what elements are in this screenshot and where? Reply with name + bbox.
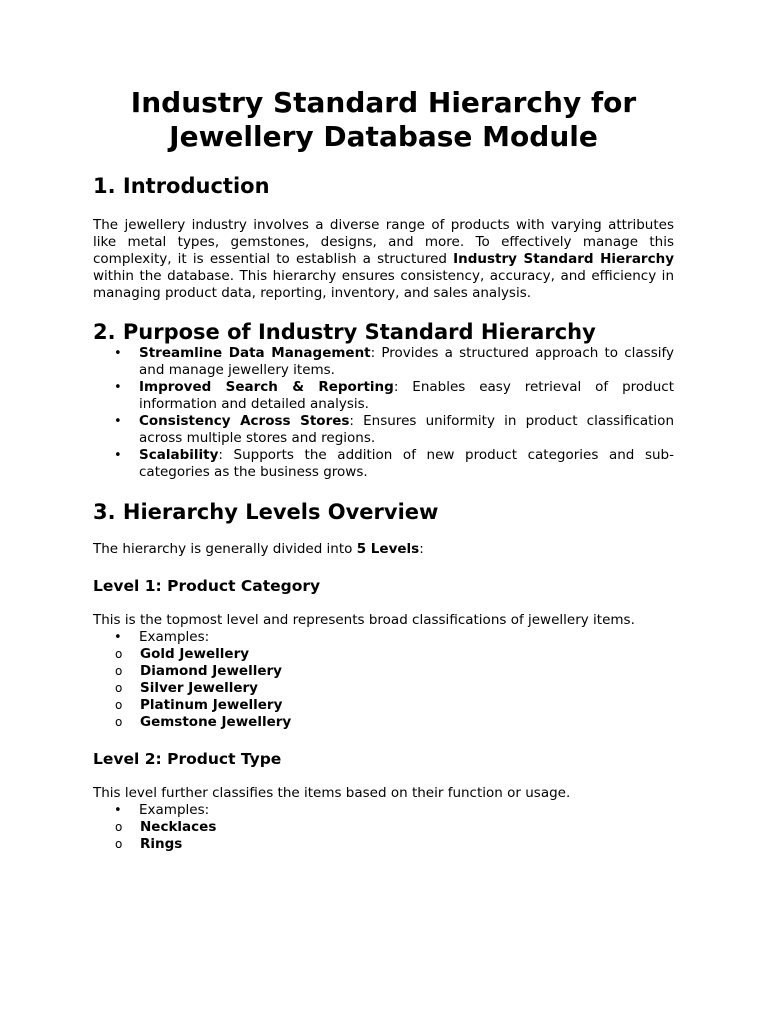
levels-count: 5 Levels [356,541,420,557]
intro-bold-term: Industry Standard Hierarchy [453,251,674,267]
level-1-examples-sublist [93,646,674,731]
purpose-term: Improved Search & Reporting [139,379,394,395]
purpose-term: Scalability [139,447,219,463]
levels-intro-paragraph [93,541,674,558]
purpose-desc: : Provides a structured approach to classify and manage jewellery items. [139,345,674,378]
list-item [93,802,674,819]
examples-label: Examples: [139,629,210,645]
levels-intro-colon: : [419,541,424,557]
list-item [93,379,674,413]
purpose-desc: : Ensures uniformity in product classification across multiple stores and regions. [139,413,674,446]
list-item [93,413,674,447]
document-content [93,86,674,853]
document-title: Industry Standard Hierarchy for Jewellery Database Module [130,86,637,153]
heading-purpose: 2. Purpose of Industry Standard Hierarchy [93,320,596,344]
level-1-description: This is the topmost level and represents broad classifications of jewellery items. [93,612,635,628]
purpose-term: Streamline Data Management [139,345,371,361]
heading-level-2: Level 2: Product Type [93,750,282,768]
list-item: o Gemstone Jewellery [93,714,674,731]
level-2-examples-sublist [93,819,674,853]
purpose-list [93,345,674,481]
list-item: o Necklaces [93,819,674,836]
intro-text-part-2: within the database. This hierarchy ensures consistency, accuracy, and efficiency in managing product data, reporting, inventory, and sales analysis. [93,268,674,301]
heading-level-1: Level 1: Product Category [93,577,321,595]
list-item [93,447,674,481]
list-item: o Silver Jewellery [93,680,674,697]
level-1-examples-list [93,629,674,646]
list-item: o Rings [93,836,674,853]
purpose-desc: : Enables easy retrieval of product information and detailed analysis. [139,379,674,412]
levels-intro-text: The hierarchy is generally divided into [93,541,357,557]
list-item [93,345,674,379]
purpose-desc: : Supports the addition of new product categories and sub-categories as the business grows. [139,447,674,480]
introduction-paragraph [93,217,674,302]
level-2-examples-list [93,802,674,819]
heading-levels: 3. Hierarchy Levels Overview [93,500,439,524]
examples-label: Examples: [139,802,210,818]
purpose-term: Consistency Across Stores [139,413,350,429]
list-item: o Platinum Jewellery [93,697,674,714]
level-2-description: This level further classifies the items based on their function or usage. [93,785,571,801]
heading-introduction: 1. Introduction [93,174,270,198]
list-item: o Gold Jewellery [93,646,674,663]
intro-text-part-1: The jewellery industry involves a diverse range of products with varying attributes like metal types, gemstones, designs, and more. To effectively manage this complexity, it is essential to establish a structured [93,217,674,267]
list-item [93,629,674,646]
list-item: o Diamond Jewellery [93,663,674,680]
